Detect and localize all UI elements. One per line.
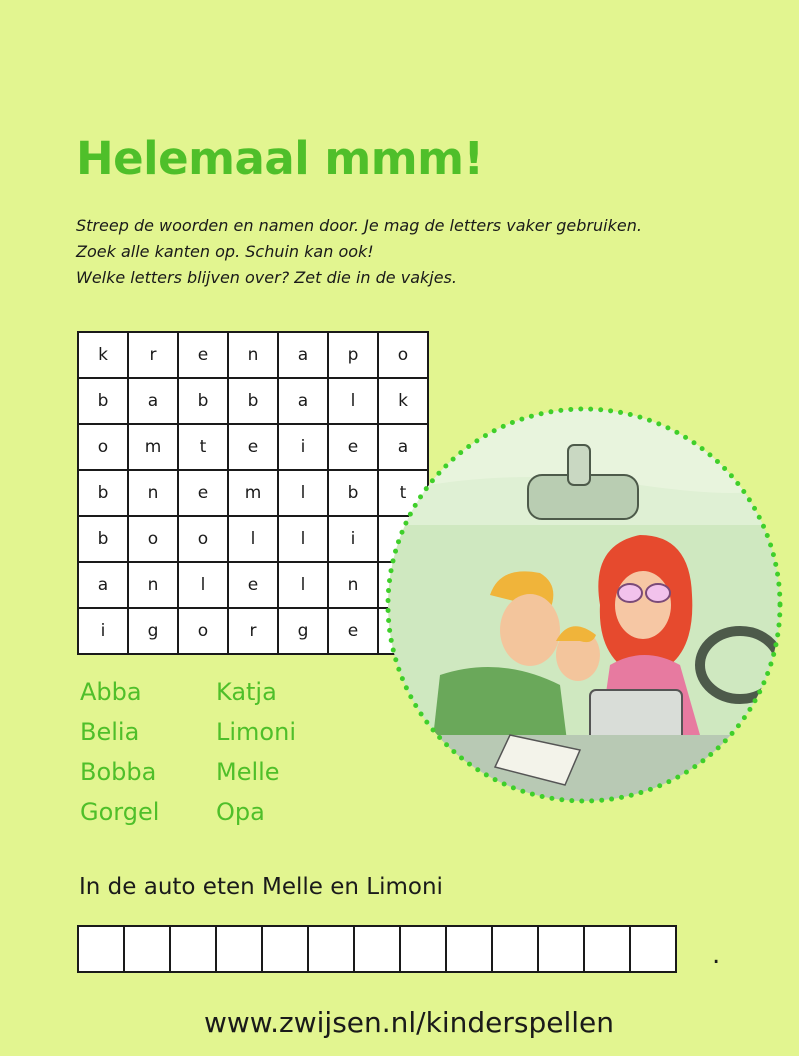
answer-box[interactable] bbox=[308, 926, 354, 972]
car-illustration bbox=[380, 405, 788, 805]
answer-box[interactable] bbox=[354, 926, 400, 972]
grid-cell[interactable]: e bbox=[178, 470, 228, 516]
grid-cell[interactable]: i bbox=[278, 424, 328, 470]
grid-cell[interactable]: n bbox=[328, 562, 378, 608]
grid-cell[interactable]: k bbox=[78, 332, 128, 378]
answer-box[interactable] bbox=[124, 926, 170, 972]
grid-row bbox=[78, 608, 428, 654]
grid-cell[interactable]: o bbox=[128, 516, 178, 562]
grid-cell[interactable]: e bbox=[328, 424, 378, 470]
grid-cell[interactable]: o bbox=[378, 332, 428, 378]
grid-cell[interactable]: n bbox=[128, 562, 178, 608]
grid-cell[interactable]: r bbox=[128, 332, 178, 378]
list-item: Limoni bbox=[216, 718, 296, 746]
grid-cell[interactable]: b bbox=[228, 378, 278, 424]
grid-cell[interactable]: l bbox=[228, 516, 278, 562]
grid-cell[interactable]: l bbox=[178, 562, 228, 608]
answer-box[interactable] bbox=[492, 926, 538, 972]
grid-cell[interactable]: g bbox=[128, 608, 178, 654]
grid-cell[interactable]: e bbox=[228, 562, 278, 608]
grid-cell[interactable]: i bbox=[78, 608, 128, 654]
answer-box[interactable] bbox=[400, 926, 446, 972]
grid-cell[interactable]: k bbox=[378, 378, 428, 424]
grid-cell[interactable]: i bbox=[328, 516, 378, 562]
grid-row bbox=[78, 378, 428, 424]
grid-cell[interactable]: l bbox=[278, 470, 328, 516]
grid-row bbox=[78, 424, 428, 470]
answer-sentence: In de auto eten Melle en Limoni bbox=[79, 874, 443, 900]
grid-cell[interactable]: o bbox=[178, 608, 228, 654]
grid-cell[interactable]: b bbox=[328, 470, 378, 516]
grid-cell[interactable]: a bbox=[278, 378, 328, 424]
grid-cell[interactable]: b bbox=[78, 516, 128, 562]
grid-cell[interactable]: a bbox=[128, 378, 178, 424]
grid-cell[interactable]: m bbox=[228, 470, 278, 516]
grid-cell[interactable]: e bbox=[178, 332, 228, 378]
answer-box[interactable] bbox=[78, 926, 124, 972]
grid-cell[interactable]: b bbox=[178, 378, 228, 424]
answer-box[interactable] bbox=[446, 926, 492, 972]
grid-cell[interactable]: n bbox=[228, 332, 278, 378]
grid-cell[interactable]: r bbox=[228, 608, 278, 654]
grid-cell[interactable]: n bbox=[128, 470, 178, 516]
grid-cell[interactable]: p bbox=[328, 332, 378, 378]
answer-box[interactable] bbox=[538, 926, 584, 972]
grid-cell[interactable]: e bbox=[328, 608, 378, 654]
list-item: Abba bbox=[80, 678, 142, 706]
word-list-right bbox=[216, 672, 296, 832]
website-url: www.zwijsen.nl/kinderspellen bbox=[204, 1006, 614, 1039]
answer-box[interactable] bbox=[630, 926, 676, 972]
grid-row bbox=[78, 562, 428, 608]
grid-cell[interactable]: e bbox=[228, 424, 278, 470]
grid-cell[interactable]: l bbox=[278, 516, 328, 562]
sentence-period: . bbox=[712, 940, 721, 970]
list-item: Belia bbox=[80, 718, 140, 746]
word-list-left bbox=[80, 672, 159, 832]
grid-cell[interactable]: a bbox=[378, 424, 428, 470]
grid-cell[interactable]: a bbox=[278, 332, 328, 378]
grid-row bbox=[78, 470, 428, 516]
word-search-grid bbox=[77, 331, 429, 655]
page-title: Helemaal mmm! bbox=[76, 132, 484, 185]
instruction-line: Welke letters blijven over? Zet die in de vakjes. bbox=[76, 268, 457, 287]
list-item: Gorgel bbox=[80, 798, 160, 826]
answer-boxes bbox=[77, 925, 677, 973]
list-item: Bobba bbox=[80, 758, 157, 786]
list-item: Opa bbox=[216, 798, 265, 826]
answer-box[interactable] bbox=[584, 926, 630, 972]
answer-box[interactable] bbox=[216, 926, 262, 972]
grid-cell[interactable]: b bbox=[78, 470, 128, 516]
grid-cell[interactable]: b bbox=[78, 378, 128, 424]
instruction-line: Zoek alle kanten op. Schuin kan ook! bbox=[76, 242, 374, 261]
instruction-line: Streep de woorden en namen door. Je mag de letters vaker gebruiken. bbox=[76, 216, 642, 235]
grid-cell[interactable]: a bbox=[78, 562, 128, 608]
grid-cell[interactable]: o bbox=[78, 424, 128, 470]
grid-row bbox=[78, 516, 428, 562]
answer-box[interactable] bbox=[262, 926, 308, 972]
instructions bbox=[76, 213, 642, 291]
grid-row bbox=[78, 332, 428, 378]
grid-cell[interactable]: g bbox=[278, 608, 328, 654]
grid-cell[interactable]: t bbox=[378, 470, 428, 516]
list-item: Melle bbox=[216, 758, 280, 786]
list-item: Katja bbox=[216, 678, 277, 706]
answer-box[interactable] bbox=[170, 926, 216, 972]
grid-cell[interactable]: l bbox=[278, 562, 328, 608]
grid-cell[interactable]: o bbox=[178, 516, 228, 562]
grid-cell[interactable]: m bbox=[128, 424, 178, 470]
grid-cell[interactable]: t bbox=[178, 424, 228, 470]
grid-cell[interactable]: l bbox=[328, 378, 378, 424]
